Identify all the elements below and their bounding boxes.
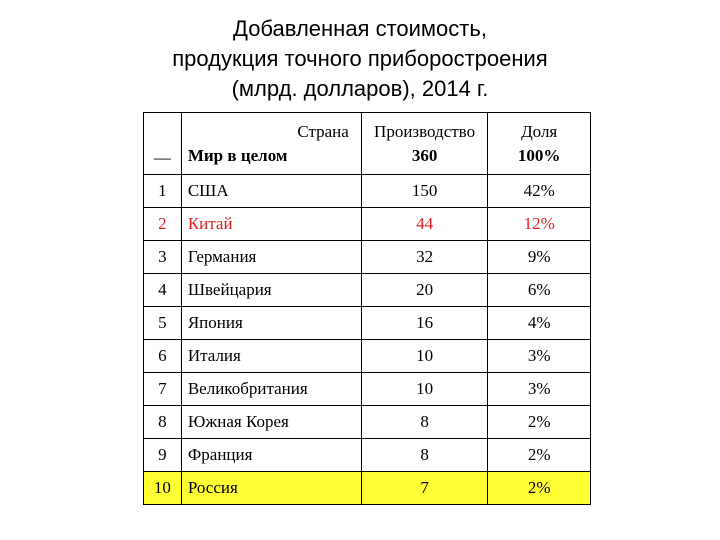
production-cell: 8	[361, 406, 488, 439]
country-cell: Россия	[181, 472, 361, 505]
table-row	[144, 406, 591, 439]
header-share-label: Доля	[521, 121, 558, 141]
production-cell: 16	[361, 307, 488, 340]
title-line-3: (млрд. долларов), 2014 г.	[231, 76, 489, 101]
rank-cell: 7	[144, 373, 182, 406]
country-cell: Франция	[181, 439, 361, 472]
header-production-label: Производство	[374, 121, 476, 141]
world-marker: —	[144, 113, 182, 175]
rank-cell: 2	[144, 208, 182, 241]
header-production-cell	[361, 113, 488, 175]
rank-cell: 3	[144, 241, 182, 274]
production-table	[143, 112, 591, 505]
production-cell: 7	[361, 472, 488, 505]
country-cell: Китай	[181, 208, 361, 241]
production-cell: 10	[361, 373, 488, 406]
title-line-2: продукция точного приборостроения	[172, 46, 548, 71]
header-country-label: Страна	[297, 121, 349, 141]
country-cell: Великобритания	[181, 373, 361, 406]
table-row	[144, 439, 591, 472]
table-row	[144, 241, 591, 274]
rank-cell: 4	[144, 274, 182, 307]
share-cell: 42%	[488, 175, 591, 208]
production-cell: 10	[361, 340, 488, 373]
share-cell: 6%	[488, 274, 591, 307]
share-cell: 2%	[488, 406, 591, 439]
share-cell: 4%	[488, 307, 591, 340]
production-cell: 44	[361, 208, 488, 241]
share-cell: 2%	[488, 472, 591, 505]
production-cell: 8	[361, 439, 488, 472]
production-cell: 150	[361, 175, 488, 208]
table-row	[144, 274, 591, 307]
table-body	[144, 175, 591, 505]
rank-cell: 1	[144, 175, 182, 208]
title-line-1: Добавленная стоимость,	[233, 16, 487, 41]
world-share: 100%	[517, 145, 561, 165]
table-row	[144, 307, 591, 340]
world-production: 360	[411, 145, 438, 165]
table-row	[144, 340, 591, 373]
country-cell: Южная Корея	[181, 406, 361, 439]
rank-cell: 8	[144, 406, 182, 439]
production-cell: 32	[361, 241, 488, 274]
page-title	[60, 14, 660, 104]
country-cell: Италия	[181, 340, 361, 373]
rank-cell: 10	[144, 472, 182, 505]
country-cell: Япония	[181, 307, 361, 340]
share-cell: 12%	[488, 208, 591, 241]
share-cell: 2%	[488, 439, 591, 472]
table-row	[144, 373, 591, 406]
rank-cell: 5	[144, 307, 182, 340]
rank-cell: 6	[144, 340, 182, 373]
table-header-row	[144, 113, 591, 175]
header-share-cell	[488, 113, 591, 175]
share-cell: 9%	[488, 241, 591, 274]
rank-cell: 9	[144, 439, 182, 472]
share-cell: 3%	[488, 340, 591, 373]
table-row	[144, 472, 591, 505]
country-cell: Швейцария	[181, 274, 361, 307]
header-country-cell	[181, 113, 361, 175]
share-cell: 3%	[488, 373, 591, 406]
table-row	[144, 175, 591, 208]
production-cell: 20	[361, 274, 488, 307]
table-row	[144, 208, 591, 241]
world-label: Мир в целом	[187, 145, 288, 165]
country-cell: США	[181, 175, 361, 208]
country-cell: Германия	[181, 241, 361, 274]
